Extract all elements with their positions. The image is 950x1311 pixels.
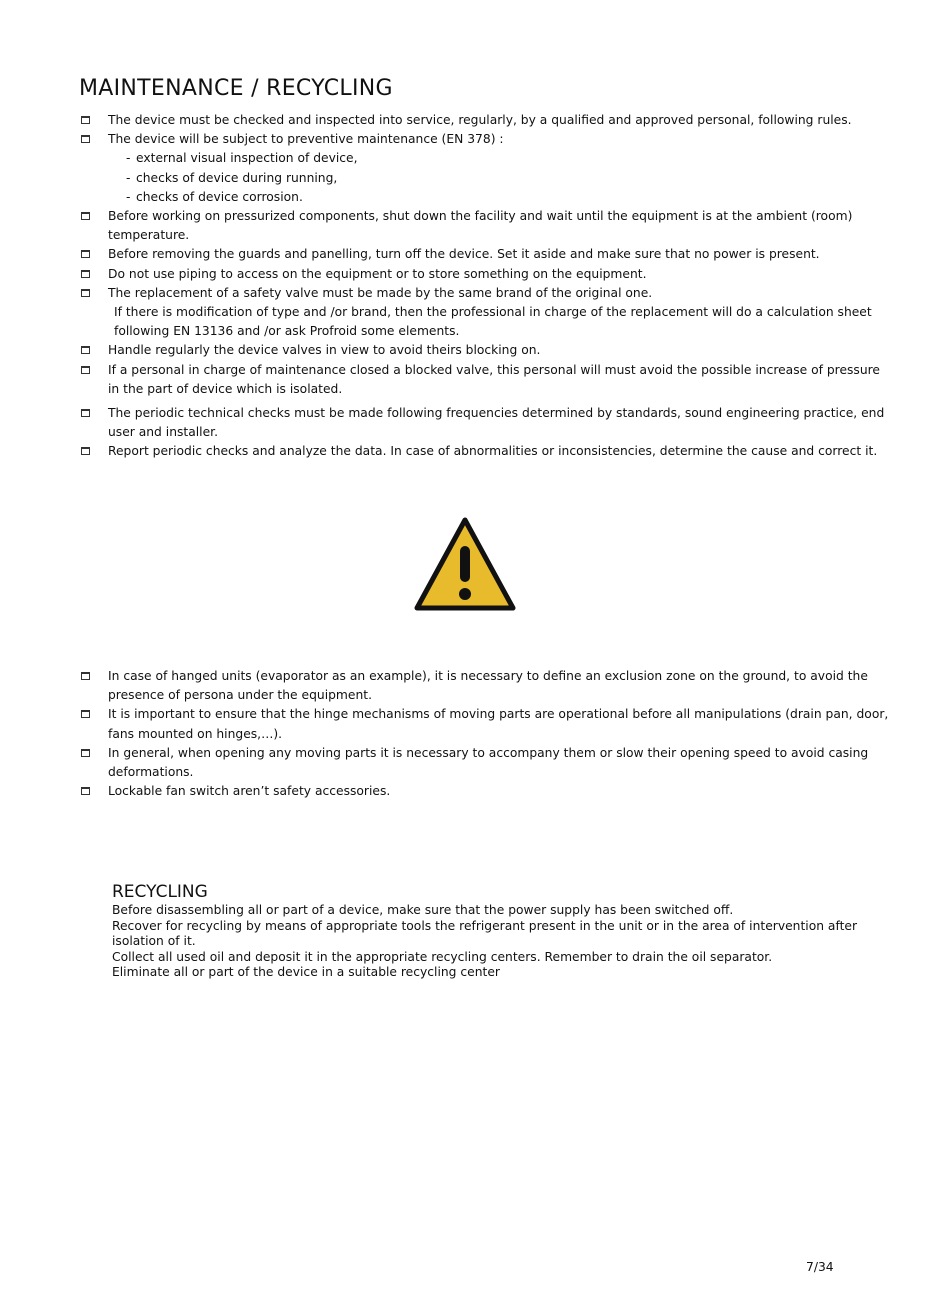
list-item-text: Report periodic checks and analyze the data. In case of abnormalities or inconsistencies, determine the cause and correct it.: [108, 444, 878, 459]
list-item: [79, 265, 889, 284]
list-item-text: Lockable fan switch aren’t safety accessories.: [108, 784, 391, 799]
page-number: 7/34: [806, 1260, 834, 1274]
checkbox-bullet-icon: [81, 749, 90, 757]
safety-rules-list: [79, 667, 889, 801]
maintenance-rules-list: [79, 111, 889, 462]
list-item: [79, 667, 889, 705]
list-item: [79, 361, 889, 399]
checkbox-bullet-icon: [81, 672, 90, 680]
list-item: [79, 245, 889, 264]
list-item-text: The device will be subject to preventive maintenance (EN 378) :: [108, 132, 504, 147]
list-item-text: Before working on pressurized components, shut down the facility and wait until the equipment is at the ambient (room) temperature.: [108, 209, 853, 243]
list-item: [79, 442, 889, 461]
replacement-note: If there is modification of type and /or brand, then the professional in charge of the replacement will do a calculation sheet following EN 13136 and /or ask Profroid some elements.: [114, 305, 872, 339]
list-item-text: The device must be checked and inspected into service, regularly, by a qualified and approved personal, following rules.: [108, 113, 852, 127]
list-item-text: Handle regularly the device valves in view to avoid theirs blocking on.: [108, 343, 541, 358]
list-item-text: Do not use piping to access on the equipment or to store something on the equipment.: [108, 266, 647, 281]
list-item: [79, 130, 889, 207]
checkbox-bullet-icon: [81, 270, 90, 278]
recycling-heading: RECYCLING: [112, 882, 208, 902]
list-item: [79, 284, 889, 342]
list-item: [79, 404, 889, 442]
list-item-text: The periodic technical checks must be made following frequencies determined by standards, sound engineering practice, end user and installer.: [108, 406, 885, 440]
page-title: MAINTENANCE / RECYCLING: [79, 76, 393, 101]
checkbox-bullet-icon: [81, 346, 90, 354]
list-item: [79, 744, 889, 782]
list-item: [79, 705, 889, 743]
recycling-line: Eliminate all or part of the device in a suitable recycling center: [112, 965, 500, 980]
checkbox-bullet-icon: [81, 212, 90, 220]
sublist-item: - checks of device during running,: [126, 169, 889, 188]
list-item-text: In case of hanged units (evaporator as an example), it is necessary to define an exclusion zone on the ground, to avoid the presence of persona under the equipment.: [108, 669, 868, 703]
checkbox-bullet-icon: [81, 116, 90, 124]
warning-triangle-icon: [413, 516, 517, 612]
recycling-section: [112, 881, 872, 981]
list-item-text: The replacement of a safety valve must be made by the same brand of the original one.: [108, 285, 653, 300]
list-item-text: Before removing the guards and panelling, turn off the device. Set it aside and make sure that no power is present.: [108, 247, 820, 262]
list-item-text: If a personal in charge of maintenance closed a blocked valve, this personal will must avoid the possible increase of pressure in the part of device which is isolated.: [108, 362, 880, 396]
recycling-line: Recover for recycling by means of appropriate tools the refrigerant present in the unit or in the area of intervention after isolation of it.: [112, 918, 858, 949]
recycling-line: Before disassembling all or part of a device, make sure that the power supply has been switched off.: [112, 903, 734, 917]
recycling-line: Collect all used oil and deposit it in the appropriate recycling centers. Remember to drain the oil separator.: [112, 949, 773, 964]
sublist-item: - external visual inspection of device,: [126, 149, 889, 168]
checkbox-bullet-icon: [81, 447, 90, 455]
preventive-maintenance-sublist: [108, 149, 889, 207]
checkbox-bullet-icon: [81, 135, 90, 143]
checkbox-bullet-icon: [81, 289, 90, 297]
list-item-text: It is important to ensure that the hinge mechanisms of moving parts are operational before all manipulations (drain pan, door, fans mounted on hinges,…).: [108, 707, 889, 741]
checkbox-bullet-icon: [81, 250, 90, 258]
list-item-text: In general, when opening any moving parts it is necessary to accompany them or slow their opening speed to avoid casing deformations.: [108, 745, 869, 780]
checkbox-bullet-icon: [81, 366, 90, 374]
checkbox-bullet-icon: [81, 710, 90, 718]
list-item: [79, 207, 889, 245]
list-item: [79, 341, 889, 360]
sublist-item: - checks of device corrosion.: [126, 188, 889, 207]
checkbox-bullet-icon: [81, 409, 90, 417]
list-item: [79, 782, 889, 801]
list-item: [79, 111, 889, 130]
checkbox-bullet-icon: [81, 787, 90, 795]
